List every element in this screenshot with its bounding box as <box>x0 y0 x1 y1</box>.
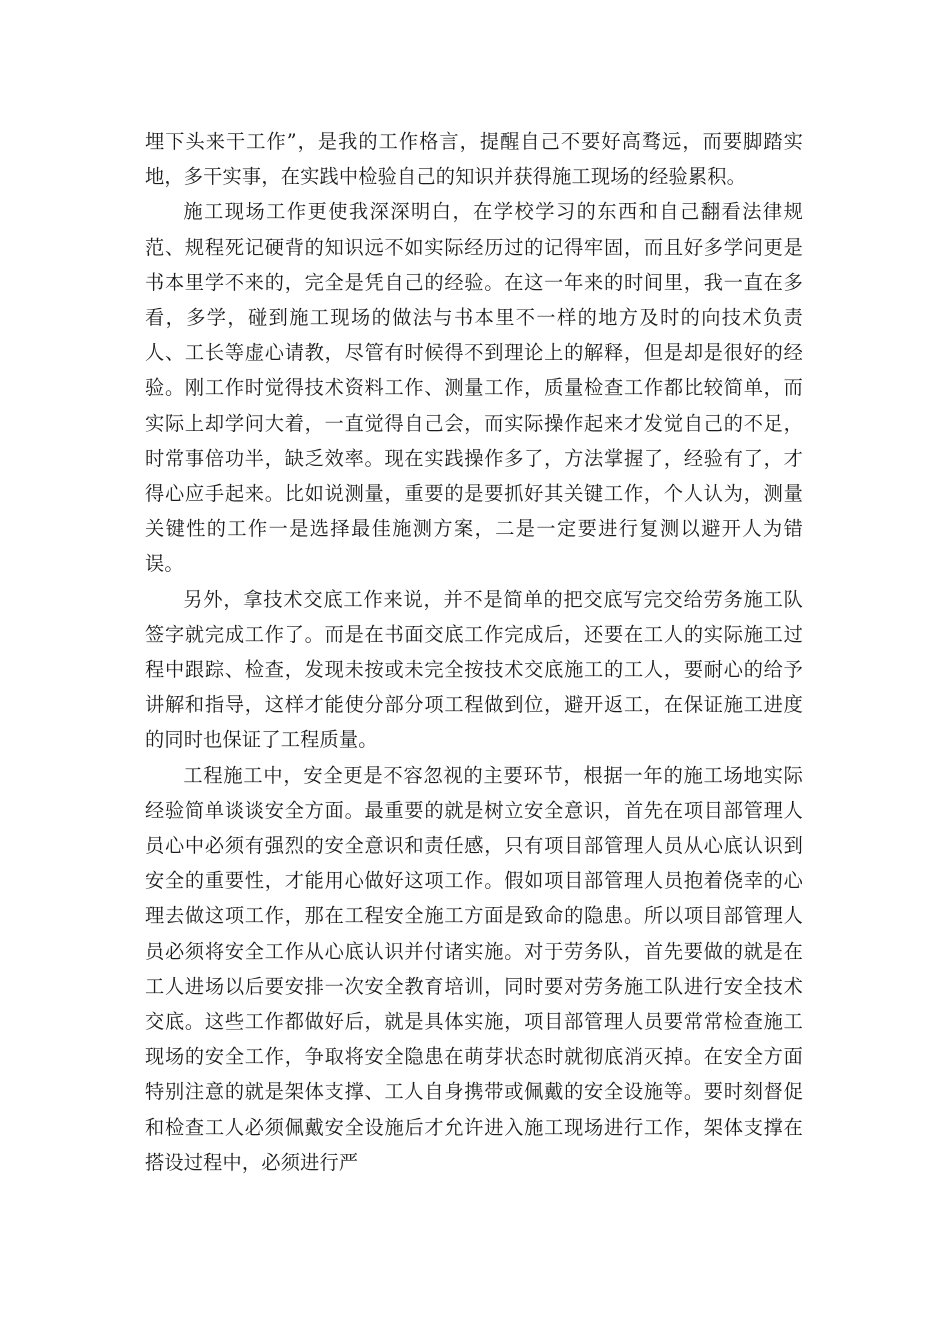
paragraph-2: 施工现场工作更使我深深明白，在学校学习的东西和自己翻看法律规范、规程死记硬背的知识远不如实际经历过的记得牢固，而且好多学问更是书本里学不来的，完全是凭自己的经验。在这一年来的时间里，我一直在多看，多学，碰到施工现场的做法与书本里不一样的地方及时的向技术负责人、工长等虚心请教，尽管有时候得不到理论上的解释，但是却是很好的经验。刚工作时觉得技术资料工作、测量工作，质量检查工作都比较简单，而实际上却学问大着，一直觉得自己会，而实际操作起来才发觉自己的不足，时常事倍功半，缺乏效率。现在实践操作多了，方法掌握了，经验有了，才得心应手起来。比如说测量，重要的是要抓好其关键工作，个人认为，测量关键性的工作一是选择最佳施测方案，二是一定要进行复测以避开人为错误。 <box>145 200 803 576</box>
paragraph-1: 埋下头来干工作”，是我的工作格言，提醒自己不要好高骛远，而要脚踏实地，多干实事，在实践中检验自己的知识并获得施工现场的经验累积。 <box>145 130 803 189</box>
document-body <box>145 124 803 1180</box>
paragraph-3: 另外，拿技术交底工作来说，并不是简单的把交底写完交给劳务施工队签字就完成工作了。而是在书面交底工作完成后，还要在工人的实际施工过程中跟踪、检查，发现未按或未完全按技术交底施工的工人，要耐心的给予讲解和指导，这样才能使分部分项工程做到位，避开返工，在保证施工进度的同时也保证了工程质量。 <box>145 587 803 752</box>
paragraph-4: 工程施工中，安全更是不容忽视的主要环节，根据一年的施工场地实际经验简单谈谈安全方面。最重要的就是树立安全意识，首先在项目部管理人员心中必须有强烈的安全意识和责任感，只有项目部管理人员从心底认识到安全的重要性，才能用心做好这项工作。假如项目部管理人员抱着侥幸的心理去做这项工作，那在工程安全施工方面是致命的隐患。所以项目部管理人员必须将安全工作从心底认识并付诸实施。对于劳务队，首先要做的就是在工人进场以后要安排一次安全教育培训，同时要对劳务施工队进行安全技术交底。这些工作都做好后，就是具体实施，项目部管理人员要常常检查施工现场的安全工作，争取将安全隐患在萌芽状态时就彻底消灭掉。在安全方面特别注意的就是架体支撑、工人自身携带或佩戴的安全设施等。要时刻督促和检查工人必须佩戴安全设施后才允许进入施工现场进行工作，架体支撑在搭设过程中，必须进行严 <box>145 763 803 1174</box>
